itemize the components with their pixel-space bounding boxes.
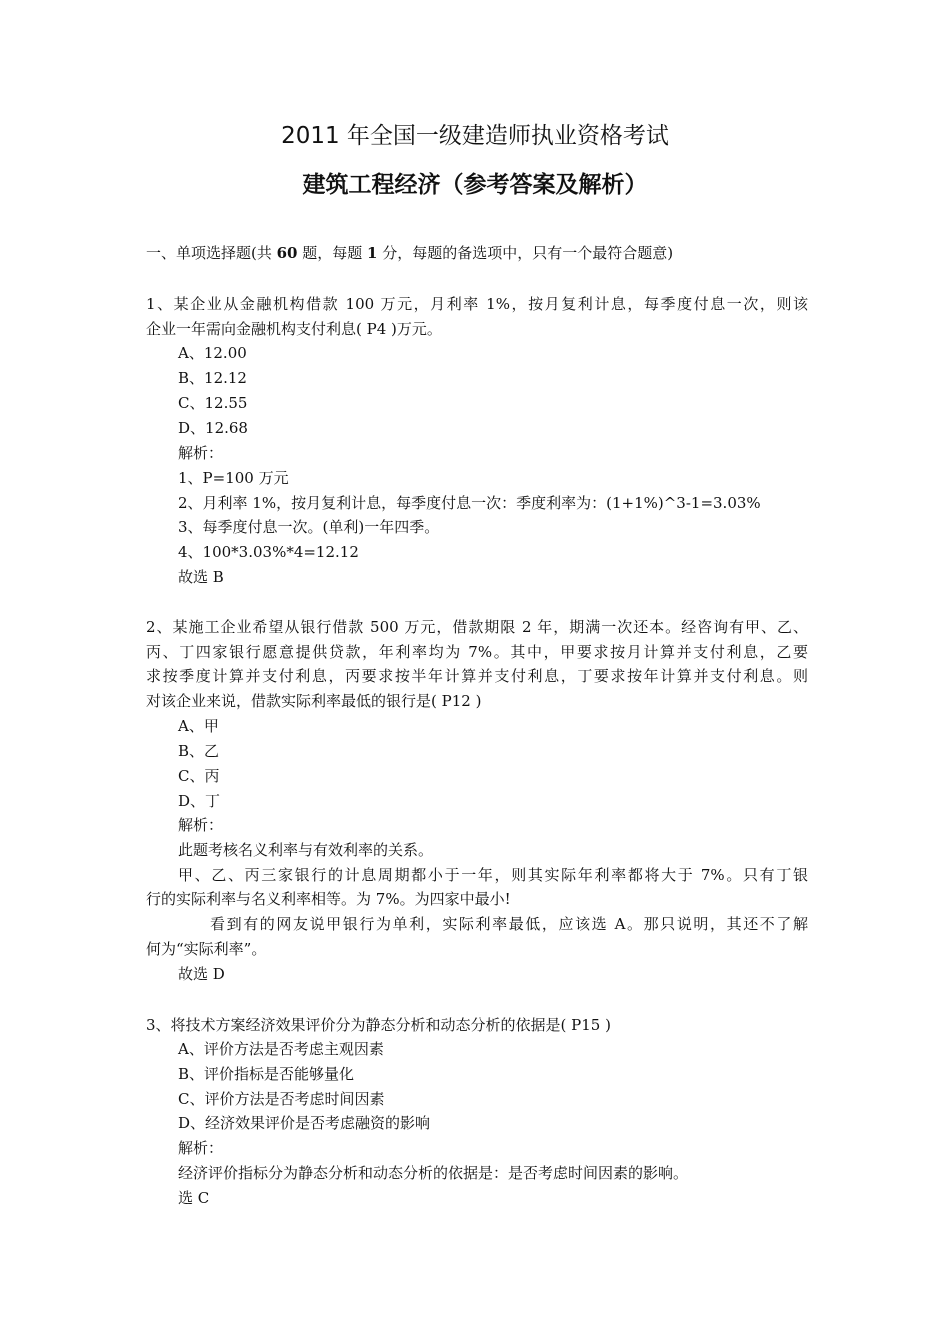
q3-option-d: D、经济效果评价是否考虑融资的影响 — [178, 1114, 431, 1132]
q3-analysis-1: 经济评价指标分为静态分析和动态分析的依据是：是否考虑时间因素的影响。 — [178, 1164, 689, 1182]
q3-option-c: C、评价方法是否考虑时间因素 — [178, 1090, 385, 1108]
q2-stem-line4: 对该企业来说，借款实际利率最低的银行是( P12 ) — [146, 692, 482, 710]
q3-option-b: B、评价指标是否能够量化 — [178, 1065, 355, 1083]
document-title: 2011 年全国一级建造师执业资格考试 — [281, 123, 669, 149]
q1-answer: 故选 B — [178, 568, 224, 586]
q2-analysis-1: 此题考核名义利率与有效利率的关系。 — [178, 841, 434, 859]
q3-answer: 选 C — [178, 1189, 210, 1207]
section-heading-prefix: 一、单项选择题(共 — [146, 244, 277, 262]
q1-stem-line1: 1、某企业从金融机构借款 100 万元，月利率 1%，按月复利计息，每季度付息一次，则该 — [146, 295, 808, 313]
q3-option-a: A、评价方法是否考虑主观因素 — [178, 1040, 384, 1058]
q1-stem-line2: 企业一年需向金融机构支付利息( P4 )万元。 — [146, 320, 442, 338]
q1-analysis-3: 3、每季度付息一次。(单利)一年四季。 — [178, 518, 440, 536]
q1-analysis-1: 1、P=100 万元 — [178, 469, 289, 487]
q2-analysis-3-line1: 看到有的网友说甲银行为单利，实际利率最低，应该选 A。那只说明，其还不了解 — [210, 915, 808, 933]
section-heading — [146, 243, 673, 263]
q1-option-c: C、12.55 — [178, 394, 248, 412]
q3-analysis-label: 解析： — [178, 1139, 224, 1157]
q2-answer: 故选 D — [178, 965, 225, 983]
q2-analysis-2-line2: 行的实际利率与名义利率相等。为 7%。为四家中最小! — [146, 890, 511, 908]
q1-option-b: B、12.12 — [178, 369, 247, 387]
document-subtitle: 建筑工程经济（参考答案及解析） — [302, 172, 648, 198]
section-heading-points: 1 — [367, 244, 378, 262]
q1-analysis-2: 2、月利率 1%，按月复利计息，每季度付息一次：季度利率为：(1+1%)^3-1=3.03% — [178, 494, 761, 512]
q2-analysis-label: 解析： — [178, 816, 224, 834]
section-heading-middle: 题，每题 — [297, 244, 368, 262]
q2-analysis-3-line2: 何为“实际利率”。 — [146, 940, 267, 958]
q2-option-d: D、丁 — [178, 792, 221, 810]
q2-option-c: C、丙 — [178, 767, 220, 785]
q2-stem-line1: 2、某施工企业希望从银行借款 500 万元，借款期限 2 年，期满一次还本。经咨询有甲、乙、 — [146, 618, 808, 636]
q2-option-b: B、乙 — [178, 742, 220, 760]
q2-analysis-2-line1: 甲、乙、丙三家银行的计息周期都小于一年，则其实际年利率都将大于 7%。只有丁银 — [178, 866, 808, 884]
q1-analysis-label: 解析： — [178, 444, 224, 462]
q1-option-d: D、12.68 — [178, 419, 248, 437]
section-heading-suffix: 分，每题的备选项中，只有一个最符合题意) — [377, 244, 674, 262]
q2-stem-line3: 求按季度计算并支付利息，丙要求按半年计算并支付利息，丁要求按年计算并支付利息。则 — [146, 667, 808, 685]
q2-option-a: A、甲 — [178, 717, 219, 735]
q2-stem-line2: 丙、丁四家银行愿意提供贷款，年利率均为 7%。其中，甲要求按月计算并支付利息，乙要 — [146, 643, 808, 661]
q3-stem: 3、将技术方案经济效果评价分为静态分析和动态分析的依据是( P15 ) — [146, 1016, 611, 1034]
section-heading-count: 60 — [276, 244, 298, 262]
q1-option-a: A、12.00 — [178, 344, 247, 362]
q1-analysis-4: 4、100*3.03%*4=12.12 — [178, 543, 359, 561]
